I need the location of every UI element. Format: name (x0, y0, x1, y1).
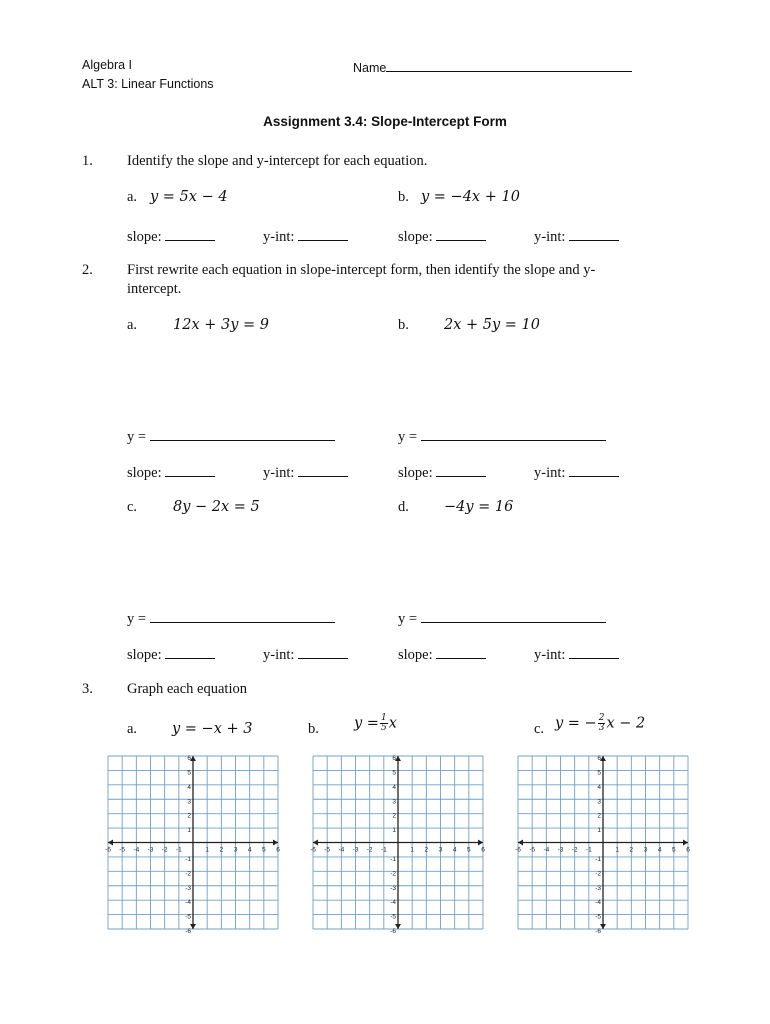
x-axis-arrow-right-icon (478, 840, 483, 846)
x-tick-label: 2 (629, 846, 634, 854)
q1b-slope[interactable] (398, 227, 486, 246)
q1-number: 1. (82, 153, 93, 169)
y-tick-label: -1 (185, 855, 191, 863)
q2-prompt-line1: First rewrite each equation in slope-intercept form, then identify the slope and y- (127, 262, 596, 278)
y-equals-label: y = (398, 611, 418, 627)
q2c-yint[interactable] (263, 645, 348, 664)
q2c-equation: 8y − 2x = 5 (173, 499, 260, 515)
y-tick-label: 6 (187, 755, 191, 762)
y-tick-label: -2 (595, 870, 601, 878)
x-tick-label: -5 (324, 846, 331, 854)
x-tick-label: -2 (161, 846, 168, 854)
q1b-equation: y = −4x + 10 (421, 189, 520, 205)
x-tick-label: 1 (410, 846, 414, 854)
x-tick-label: 1 (205, 846, 209, 854)
slope-blank[interactable] (436, 227, 486, 241)
name-blank[interactable] (386, 58, 632, 72)
q1a-equation: y = 5x − 4 (150, 189, 228, 205)
q2b-letter: b. (398, 317, 409, 333)
x-tick-label: -2 (366, 846, 373, 854)
yint-blank[interactable] (298, 645, 348, 659)
y-tick-label: -3 (595, 884, 601, 892)
y-tick-label: 5 (597, 769, 601, 777)
y-tick-label: -6 (185, 928, 191, 935)
x-tick-label: 5 (467, 846, 471, 854)
yint-label: y-int: (534, 465, 566, 481)
q3c-frac-den: 3 (598, 723, 605, 733)
y-tick-label: 6 (392, 755, 396, 762)
x-tick-label: -4 (133, 846, 140, 854)
x-axis-arrow-left-icon (313, 840, 318, 846)
y-tick-label: -2 (390, 870, 396, 878)
y-tick-label: -5 (595, 913, 601, 921)
x-tick-label: 5 (262, 846, 266, 854)
q2a-equation: 12x + 3y = 9 (173, 317, 270, 333)
q2b-answer[interactable] (398, 427, 606, 446)
x-tick-label: -5 (529, 846, 536, 854)
y-tick-label: 2 (392, 812, 396, 820)
x-tick-label: 4 (657, 846, 662, 854)
y-tick-label: 2 (597, 812, 601, 820)
q3b-eq-right: x (388, 715, 397, 732)
assignment-title: Assignment 3.4: Slope-Intercept Form (263, 114, 507, 129)
x-tick-label: 6 (686, 846, 690, 854)
y-tick-label: -1 (390, 855, 396, 863)
x-tick-label: -1 (585, 846, 592, 854)
x-tick-label: -6 (515, 846, 521, 854)
y-tick-label: -4 (185, 899, 191, 907)
x-tick-label: 2 (424, 846, 429, 854)
answer-blank[interactable] (421, 609, 606, 623)
coordinate-grid-a[interactable] (105, 755, 280, 935)
yint-label: y-int: (263, 229, 295, 245)
yint-blank[interactable] (298, 227, 348, 241)
y-tick-label: 3 (187, 798, 191, 806)
name-field[interactable] (353, 58, 632, 75)
slope-label: slope: (398, 465, 433, 481)
y-tick-label: 4 (392, 783, 396, 791)
y-tick-label: -4 (390, 899, 396, 907)
y-tick-label: 5 (187, 769, 191, 777)
slope-blank[interactable] (165, 227, 215, 241)
yint-label: y-int: (263, 647, 295, 663)
coordinate-grid-b[interactable] (310, 755, 485, 935)
answer-blank[interactable] (150, 427, 335, 441)
y-tick-label: -1 (595, 855, 601, 863)
q3a-letter: a. (127, 721, 138, 737)
q2c-answer[interactable] (127, 609, 335, 628)
x-axis-arrow-right-icon (273, 840, 278, 846)
y-tick-label: -6 (390, 928, 396, 935)
slope-label: slope: (398, 647, 433, 663)
x-axis-arrow-left-icon (518, 840, 523, 846)
q3c-eq-left: y = − (555, 715, 597, 732)
x-tick-label: -6 (310, 846, 316, 854)
x-tick-label: 3 (643, 846, 648, 854)
slope-label: slope: (398, 229, 433, 245)
yint-blank[interactable] (569, 645, 619, 659)
y-tick-label: -5 (390, 913, 396, 921)
q2d-letter: d. (398, 499, 409, 515)
y-tick-label: 1 (187, 827, 191, 835)
q3-prompt: Graph each equation (127, 681, 247, 697)
q3c-fraction (598, 714, 606, 733)
x-tick-label: 3 (233, 846, 238, 854)
course-name: Algebra I (82, 58, 133, 72)
yint-label: y-int: (534, 229, 566, 245)
q3b-letter: b. (308, 721, 319, 737)
y-tick-label: -4 (595, 899, 601, 907)
q2d-yint[interactable] (534, 645, 619, 664)
y-equals-label: y = (127, 429, 147, 445)
q2-number: 2. (82, 262, 93, 278)
x-tick-label: 6 (276, 846, 280, 854)
x-tick-label: 1 (615, 846, 619, 854)
slope-blank[interactable] (165, 463, 215, 477)
yint-blank[interactable] (569, 463, 619, 477)
q3c-letter: c. (534, 721, 545, 737)
q2c-slope[interactable] (127, 645, 215, 664)
q3c-eq-right: x − 2 (606, 715, 646, 732)
x-tick-label: -5 (119, 846, 126, 854)
slope-label: slope: (127, 647, 162, 663)
q3-number: 3. (82, 681, 93, 697)
q2a-yint[interactable] (263, 463, 348, 482)
coordinate-grid-c[interactable] (515, 755, 690, 935)
slope-blank[interactable] (436, 645, 486, 659)
y-tick-label: 3 (597, 798, 601, 806)
q3a-equation: y = −x + 3 (172, 721, 253, 737)
x-tick-label: -6 (105, 846, 111, 854)
q2a-letter: a. (127, 317, 138, 333)
x-tick-label: 4 (247, 846, 252, 854)
x-tick-label: 2 (219, 846, 224, 854)
name-label: Name (353, 61, 387, 75)
answer-blank[interactable] (150, 609, 335, 623)
slope-label: slope: (127, 229, 162, 245)
q2d-answer[interactable] (398, 609, 606, 628)
y-tick-label: -5 (185, 913, 191, 921)
answer-blank[interactable] (421, 427, 606, 441)
q2-prompt-line2: intercept. (127, 281, 182, 297)
y-tick-label: 5 (392, 769, 396, 777)
x-tick-label: -1 (175, 846, 182, 854)
y-tick-label: -3 (185, 884, 191, 892)
yint-label: y-int: (263, 465, 295, 481)
y-tick-label: -6 (595, 928, 601, 935)
q2b-equation: 2x + 5y = 10 (444, 317, 541, 333)
x-tick-label: -1 (380, 846, 387, 854)
yint-blank[interactable] (298, 463, 348, 477)
q3c-equation (555, 714, 645, 733)
x-tick-label: -3 (352, 846, 359, 854)
q2d-equation: −4y = 16 (444, 499, 514, 515)
x-tick-label: -3 (557, 846, 564, 854)
x-axis-arrow-left-icon (108, 840, 113, 846)
y-tick-label: 4 (597, 783, 601, 791)
y-equals-label: y = (127, 611, 147, 627)
y-tick-label: 6 (597, 755, 601, 762)
q3b-frac-num: 1 (380, 713, 387, 723)
x-tick-label: 4 (452, 846, 457, 854)
q2c-letter: c. (127, 499, 138, 515)
y-tick-label: 4 (187, 783, 191, 791)
q2d-slope[interactable] (398, 645, 486, 664)
q3c-frac-num: 2 (598, 713, 605, 723)
q3b-frac-den: 5 (380, 723, 387, 733)
slope-blank[interactable] (436, 463, 486, 477)
x-tick-label: 5 (672, 846, 676, 854)
unit-name: ALT 3: Linear Functions (82, 77, 214, 91)
x-tick-label: -2 (571, 846, 578, 854)
y-tick-label: 1 (597, 827, 601, 835)
q2b-yint[interactable] (534, 463, 619, 482)
y-tick-label: -2 (185, 870, 191, 878)
q1-prompt: Identify the slope and y-intercept for each equation. (127, 153, 428, 169)
x-axis-arrow-right-icon (683, 840, 688, 846)
yint-label: y-int: (534, 647, 566, 663)
y-tick-label: -3 (390, 884, 396, 892)
y-tick-label: 2 (187, 812, 191, 820)
slope-blank[interactable] (165, 645, 215, 659)
q1a-slope[interactable] (127, 227, 215, 246)
y-equals-label: y = (398, 429, 418, 445)
q1b-yint[interactable] (534, 227, 619, 246)
y-tick-label: 3 (392, 798, 396, 806)
q2a-slope[interactable] (127, 463, 215, 482)
y-tick-label: 1 (392, 827, 396, 835)
q3b-fraction (380, 714, 388, 733)
x-tick-label: 3 (438, 846, 443, 854)
yint-blank[interactable] (569, 227, 619, 241)
q3b-equation (354, 714, 397, 733)
x-tick-label: -3 (147, 846, 154, 854)
q1a-letter: a. (127, 189, 138, 205)
q3b-eq-left: y = (354, 715, 379, 732)
slope-label: slope: (127, 465, 162, 481)
q1b-letter: b. (398, 189, 409, 205)
x-tick-label: -4 (338, 846, 345, 854)
x-tick-label: -4 (543, 846, 550, 854)
q1a-yint[interactable] (263, 227, 348, 246)
x-tick-label: 6 (481, 846, 485, 854)
q2b-slope[interactable] (398, 463, 486, 482)
q2a-answer[interactable] (127, 427, 335, 446)
